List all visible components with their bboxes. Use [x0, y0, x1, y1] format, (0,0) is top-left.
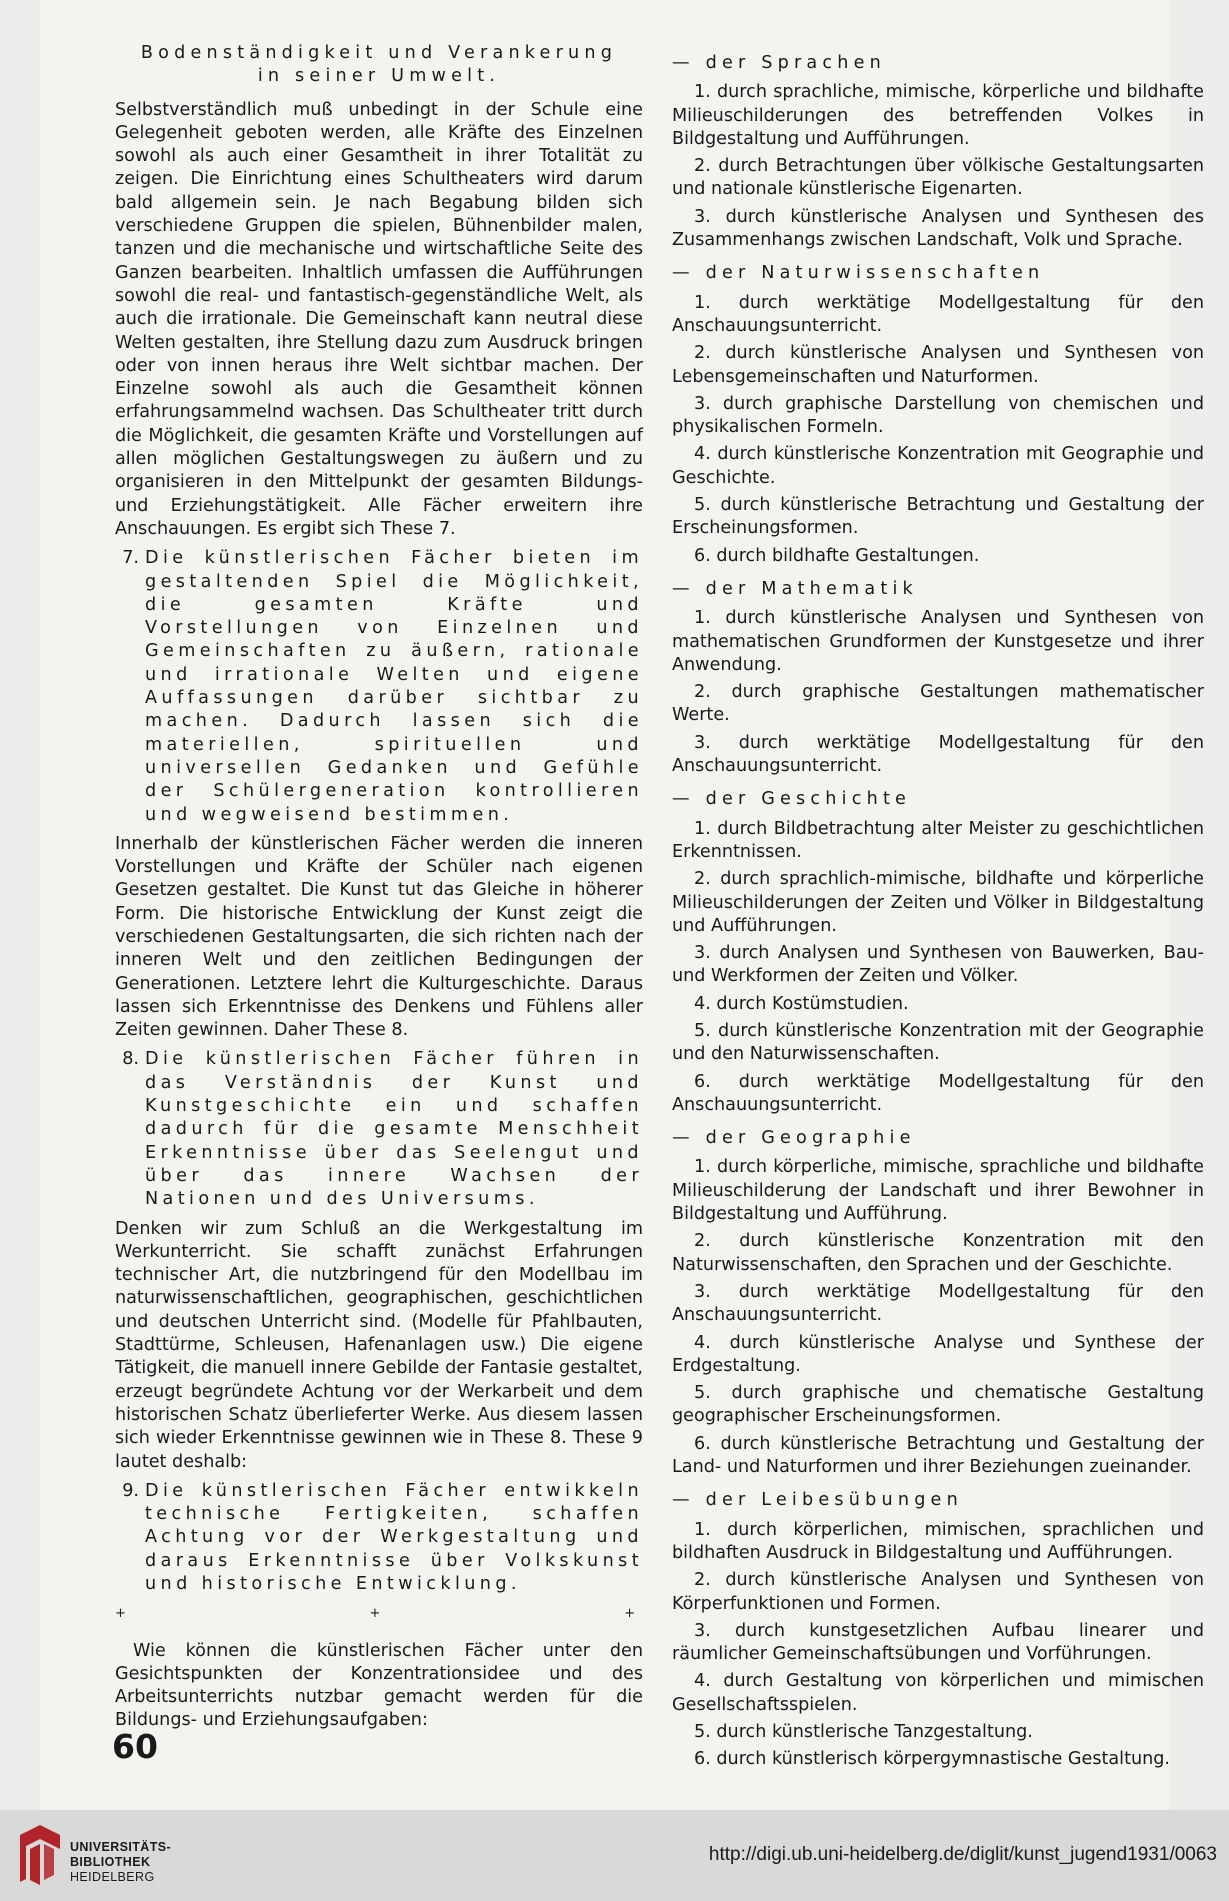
- list-item: 5. durch künstlerische Betrachtung und Gestaltung der Erscheinungsformen.: [672, 495, 1204, 539]
- list-item: 2. durch graphische Gestaltungen mathematischer Werte.: [672, 682, 1204, 726]
- list-item: 2. durch künstlerische Analysen und Synthesen von Körperfunktionen und Formen.: [672, 1570, 1204, 1614]
- list-item: 3. durch künstlerische Analysen und Synthesen des Zusammenhangs zwischen Landschaft, Volk und Sprache.: [672, 206, 1204, 251]
- thesis-7: [115, 547, 643, 827]
- section-heading: — der Leibesübungen: [672, 1490, 963, 1511]
- list-item: 6. durch bildhafte Gestaltungen.: [694, 545, 980, 566]
- logo-text-line-2: BIBLIOTHEK: [70, 1855, 151, 1869]
- list-item: 4. durch künstlerische Analyse und Synthese der Erdgestaltung.: [672, 1332, 1204, 1376]
- list-item: 1. durch sprachliche, mimische, körperliche und bildhafte Milieuschilderungen des betreffenden Volkes in Bildgestaltung und Aufführungen.: [672, 82, 1204, 149]
- paragraph-2: Innerhalb der künstlerischen Fächer werden die inneren Vorstellungen und Kräfte der Schüler nach eigenen Gesetzen gestaltet. Die Kunst tut das Gleiche in höherer Form. Die historische Entwicklung der Kunst zeigt die verschiedenen Gestaltungsarten, die sich richten nach der inneren Welt und den zeitlichen Bedingungen der Generationen. Letztere lehrt die Kulturgeschichte. Daraus lassen sich Erkenntnisse des Denkens und Fühlens aller Zeiten gewinnen. Daher These 8.: [115, 833, 643, 1041]
- left-column: [115, 42, 643, 1735]
- list-item: 2. durch sprachlich-mimische, bildhafte und körperliche Milieuschilderungen der Zeiten und Völker in Bildgestaltung und Aufführungen.: [672, 869, 1204, 936]
- list-item: 4. durch künstlerische Konzentration mit Geographie und Geschichte.: [672, 444, 1204, 488]
- list-item: 4. durch Gestaltung von körperlichen und mimischen Gesellschaftsspielen.: [672, 1671, 1204, 1715]
- list-item: 5. durch graphische und chematische Gestaltung geographischer Erscheinungsformen.: [672, 1383, 1204, 1427]
- logo-text-line-1: UNIVERSITÄTS-: [70, 1840, 172, 1854]
- right-column: [672, 42, 1204, 1776]
- list-item: 2. durch künstlerische Konzentration mit den Naturwissenschaften, den Sprachen und der Geschichte.: [672, 1231, 1204, 1275]
- thesis-9-text: Die künstlerischen Fächer entwikkeln technische Fertigkeiten, schaffen Achtung vor der Werkgestaltung und daraus Erkenntnisse über Volkskunst und historische Entwicklung.: [145, 1480, 643, 1594]
- section-heading: — der Sprachen: [672, 53, 886, 73]
- list-item: 4. durch Kostümstudien.: [694, 993, 909, 1014]
- thesis-7-number: 7.: [122, 548, 139, 569]
- section-heading: — der Geographie: [672, 1128, 916, 1149]
- paragraph-1: Selbstverständlich muß unbedingt in der Schule eine Gelegenheit geboten werden, alle Kräfte des Einzelnen sowohl als auch einer Gesamtheit in ihrer Totalität zu zeigen. Die Einrichtung eines Schultheaters wird darum bald allgemein sein. Je nach Begabung bilden sich verschiedene Gruppen die spielen, Bühnenbilder malen, tanzen und die mechanische und wirtschaftliche Seite des Ganzen bearbeiten. Inhaltlich umfassen die Aufführungen sowohl die real- und fantastisch-gegenständliche Welt, als auch die irrationale. Die Gemeinschaft kann neutral diese Welten gestalten, ihre Stellung dazu zum Ausdruck bringen oder von innen heraus ihre Welt sichtbar machen. Der Einzelne sowohl als auch die Gesamtheit können erfahrungsammelnd wachsen. Das Schultheater tritt durch die Möglichkeit, die gesamten Kräfte und Vorstellungen auf allen möglichen Gestaltungswegen zu äußern und zu organisieren in den Mittelpunkt der gesamten Bildungs- und Erziehungstätigkeit. Alle Fächer erweitern ihre Anschauungen. Es ergibt sich These 7.: [115, 99, 643, 539]
- list-item: 1. durch künstlerische Analysen und Synthesen von mathematischen Grundformen der Kunstgesetze und ihrer Anwendung.: [672, 608, 1204, 675]
- list-item: 5. durch künstlerische Tanzgestaltung.: [694, 1722, 1033, 1742]
- page-number: 60: [112, 1727, 158, 1766]
- paragraph-3: Denken wir zum Schluß an die Werkgestaltung im Werkunterricht. Sie schafft zunächst Erfahrungen technischer Art, die nutzbringend für den Modellbau im naturwissenschaftlichen, geographischen, geschichtlichen und deutschen Unterricht sind. (Modelle für Pfahlbauten, Stadttürme, Schleusen, Hafenanlagen usw.) Die eigene Tätigkeit, die manuell innere Gebilde der Fantasie gestaltet, erzeugt begründete Achtung vor der Werkarbeit und dem historischen Schatz überlieferter Werke. Aus diesem lassen sich wieder Erkenntnisse gewinnen wie in These 8. These 9 lautet deshalb:: [115, 1218, 643, 1472]
- list-item: 2. durch Betrachtungen über völkische Gestaltungsarten und nationale künstlerische Eigenarten.: [672, 156, 1204, 200]
- list-item: 3. durch werktätige Modellgestaltung für den Anschauungsunterricht.: [672, 732, 1204, 777]
- thesis-9: [115, 1480, 643, 1596]
- list-item: 3. durch kunstgesetzlichen Aufbau linearer und räumlicher Gemeinschaftsübungen und Vorführungen.: [672, 1620, 1204, 1665]
- divider-mark: +: [369, 1606, 381, 1622]
- heading-line-1: Bodenständigkeit und Verankerung: [140, 43, 618, 63]
- list-item: 3. durch Analysen und Synthesen von Bauwerken, Bau- und Werkformen der Zeiten und Völker.: [672, 943, 1204, 987]
- thesis-8: [115, 1048, 643, 1211]
- list-item: 1. durch Bildbetrachtung alter Meister zu geschichtlichen Erkenntnissen.: [672, 818, 1204, 862]
- divider-mark: +: [624, 1606, 635, 1622]
- thesis-8-number: 8.: [122, 1049, 139, 1070]
- thesis-8-text: Die künstlerischen Fächer führen in das Verständnis der Kunst und Kunstgeschichte ein und schaffen dadurch für die gesamte Menschheit Erkenntnisse über das Seelengut und über das innere Wachsen der Nationen und des Universums.: [145, 1049, 643, 1210]
- list-item: 3. durch graphische Darstellung von chemischen und physikalischen Formeln.: [672, 393, 1204, 438]
- list-item: 5. durch künstlerische Konzentration mit der Geographie und den Naturwissenschaften.: [672, 1020, 1204, 1065]
- logo-text-line-3: HEIDELBERG: [70, 1870, 155, 1884]
- list-item: 6. durch künstlerisch körpergymnastische Gestaltung.: [694, 1749, 1171, 1770]
- list-item: 6. durch künstlerische Betrachtung und Gestaltung der Land- und Naturformen und ihrer Beziehungen zueinander.: [672, 1433, 1204, 1478]
- library-logo-icon: [18, 1823, 62, 1887]
- section-heading: — der Naturwissenschaften: [672, 263, 1045, 284]
- thesis-9-number: 9.: [122, 1480, 139, 1501]
- list-item: 3. durch werktätige Modellgestaltung für den Anschauungsunterricht.: [672, 1281, 1204, 1326]
- source-url-link[interactable]: http://digi.ub.uni-heidelberg.de/diglit/kunst_jugend1931/0063: [708, 1844, 1217, 1865]
- list-item: 1. durch körperliche, mimische, sprachliche und bildhafte Milieuschilderung der Landschaft und ihrer Bewohner in Bildgestaltung und Aufführung.: [672, 1157, 1204, 1225]
- paragraph-4: Wie können die künstlerischen Fächer unter den Gesichtspunkten der Konzentrationsidee und des Arbeitsunterrichts nutzbar gemacht werden für die Bildungs- und Erziehungsaufgaben:: [115, 1640, 643, 1731]
- list-item: 1. durch körperlichen, mimischen, sprachlichen und bildhaften Ausdruck in Bildgestaltung und Aufführungen.: [672, 1519, 1204, 1563]
- section-divider: [115, 1602, 643, 1625]
- section-heading: — der Mathematik: [672, 578, 918, 599]
- document-page: [40, 0, 1204, 1810]
- list-item: 2. durch künstlerische Analysen und Synthesen von Lebensgemeinschaften und Naturformen.: [672, 343, 1204, 387]
- list-item: 6. durch werktätige Modellgestaltung für den Anschauungsunterricht.: [672, 1071, 1204, 1115]
- footer-bar: [0, 1810, 1229, 1901]
- thesis-7-text: Die künstlerischen Fächer bieten im gestaltenden Spiel die Möglichkeit, die gesamten Kräfte und Vorstellungen von Einzelnen und Gemeinschaften zu äußern, rationale und irrationale Welten und eigene Auffassungen darüber sichtbar zu machen. Dadurch lassen sich die materiellen, spirituellen und universellen Gedanken und Gefühle der Schülergeneration kontrollieren und wegweisend bestimmen.: [145, 548, 643, 825]
- list-item: 1. durch werktätige Modellgestaltung für den Anschauungsunterricht.: [672, 292, 1204, 336]
- section-heading: — der Geschichte: [672, 789, 912, 810]
- divider-mark: +: [115, 1606, 126, 1622]
- heading-line-2: in seiner Umwelt.: [257, 66, 501, 87]
